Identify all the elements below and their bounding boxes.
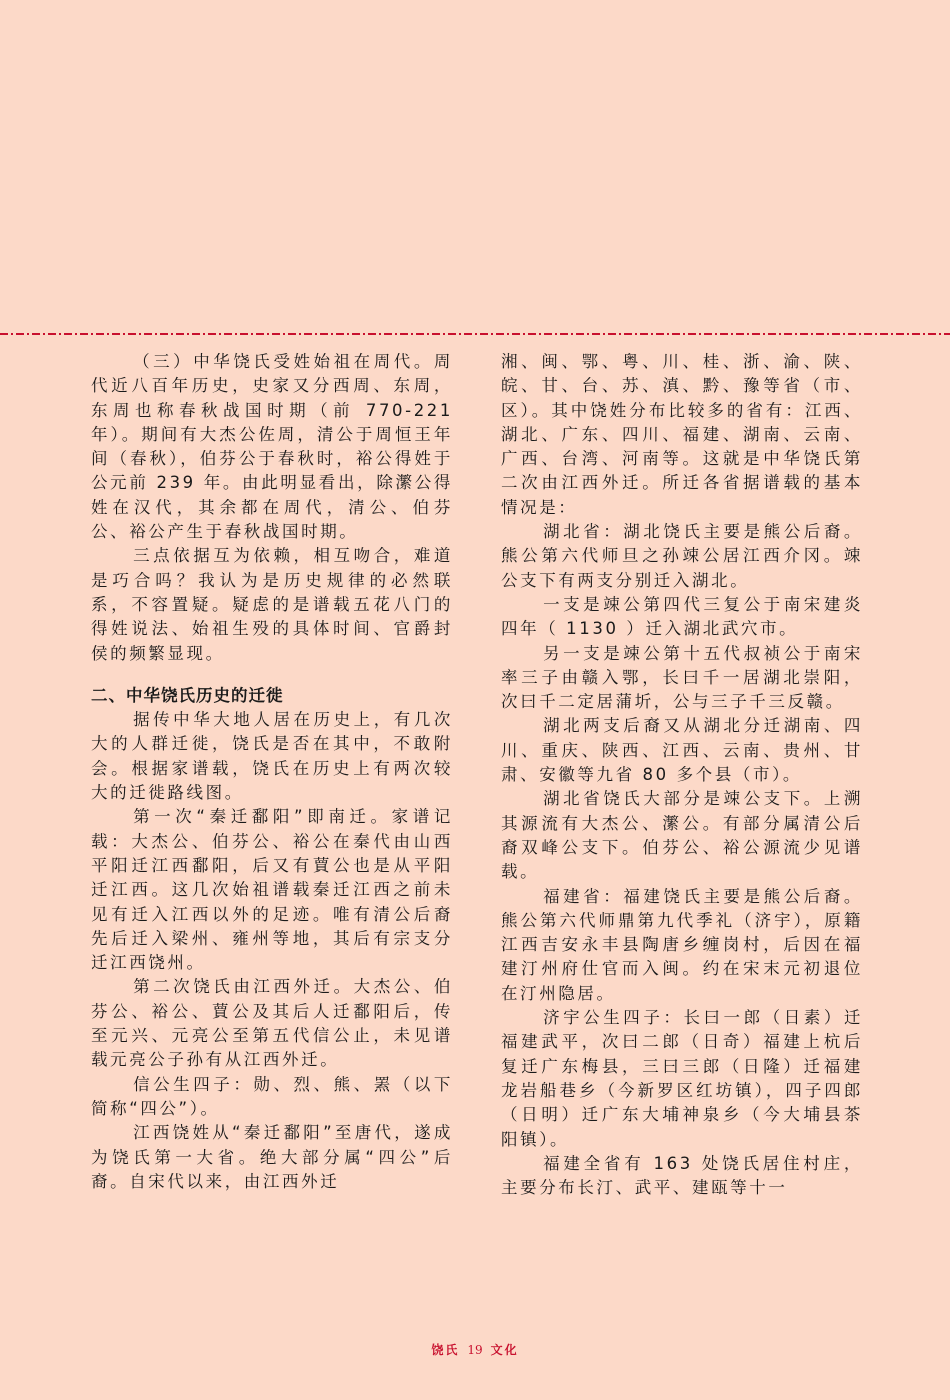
paragraph: 江西饶姓从“秦迁鄱阳”至唐代，遂成为饶氏第一大省。绝大部分属“四公”后裔。自宋代以来，由江西外迁 [91,1123,453,1191]
left-column [91,350,453,1194]
paragraph: 湖北省：湖北饶氏主要是熊公后裔。熊公第六代师旦之孙竦公居江西介冈。竦公支下有两支分别迁入湖北。 [501,522,863,590]
paragraph: 据传中华大地人居在历史上，有几次大的人群迁徙，饶氏是否在其中，不敢附会。根据家谱载，饶氏在历史上有两次较大的迁徙路线图。 [91,710,453,803]
footer-right-label: 文化 [490,1343,519,1357]
paragraph: 第二次饶氏由江西外迁。大杰公、伯芬公、裕公、蕒公及其后人迁鄱阳后，传至元兴、元亮公至第五代信公止，未见谱载元亮公子孙有从江西外迁。 [91,977,453,1070]
footer-left-label: 饶氏 [431,1343,460,1357]
paragraph: 信公生四子：勋、烈、熊、罴（以下简称“四公”）。 [91,1074,453,1118]
paragraph: 第一次“秦迁鄱阳”即南迁。家谱记载：大杰公、伯芬公、裕公在秦代由山西平阳迁江西鄱阳，后又有蕒公也是从平阳迁江西。这几次始祖谱载秦迁江西之前未见有迁入江西以外的足迹。唯有清公后裔先后迁入梁州、雍州等地，其后有宗支分迁江西饶州。 [91,807,453,973]
section-heading: 二、中华饶氏历史的迁徙 [91,685,284,705]
paragraph: 湘、闽、鄂、粤、川、桂、浙、渝、陕、皖、甘、台、苏、滇、黔、豫等省（市、区）。其中饶姓分布比较多的省有：江西、湖北、广东、四川、福建、湖南、云南、广西、台湾、河南等。这就是中华饶氏第二次由江西外迁。所迁各省据谱载的基本情况是： [501,352,863,517]
paragraph: 福建省：福建饶氏主要是熊公后裔。熊公第六代师鼎第九代季礼（济宇），原籍江西吉安永丰县陶唐乡缠岗村，后因在福建汀州府仕官而入闽。约在宋末元初退位在汀州隐居。 [501,886,863,1003]
paragraph: 福建全省有 163 处饶氏居住村庄，主要分布长汀、武平、建瓯等十一 [501,1153,863,1198]
section-gap [91,666,453,684]
paragraph: 另一支是竦公第十五代叔祯公于南宋率三子由赣入鄂，长曰千一居湖北崇阳，次曰千二定居蒲圻，公与三子千三反赣。 [501,643,863,712]
paragraph: 湖北两支后裔又从湖北分迁湖南、四川、重庆、陕西、江西、云南、贵州、甘肃、安徽等九省 80 多个县（市）。 [501,716,863,785]
right-column [501,350,863,1200]
paragraph: （三）中华饶氏受姓始祖在周代。周代近八百年历史，史家又分西周、东周，东周也称春秋战国时期（前 770-221 年）。期间有大杰公佐周，清公于周恒王年间（春秋），伯芬公于春秋时，裕公得姓于公元前 239 年。由此明显看出，除瀿公得姓在汉代，其余都在周代，清公、伯芬公、裕公产生于春秋战国时期。 [91,352,453,542]
dash-dot-divider [0,331,950,337]
page-number: 19 [467,1343,483,1357]
paragraph: 一支是竦公第四代三复公于南宋建炎四年（ 1130 ）迁入湖北武穴市。 [501,594,863,639]
paragraph: 湖北省饶氏大部分是竦公支下。上溯其源流有大杰公、瀿公。有部分属清公后裔双峰公支下。伯芬公、裕公源流少见谱载。 [501,789,863,882]
paragraph: 济宇公生四子：长曰一郎（日素）迁福建武平，次曰二郎（日奇）福建上杭后复迁广东梅县，三曰三郎（日隆）迁福建龙岩船巷乡（今新罗区红坊镇），四子四郎（日明）迁广东大埔神泉乡（今大埔县茶阳镇）。 [501,1008,863,1149]
paragraph: 三点依据互为依赖，相互吻合，难道是巧合吗？我认为是历史规律的必然联系，不容置疑。疑虑的是谱载五花八门的得姓说法、始祖生殁的具体时间、官爵封侯的频繁显现。 [91,546,453,663]
page-footer [0,1341,950,1358]
